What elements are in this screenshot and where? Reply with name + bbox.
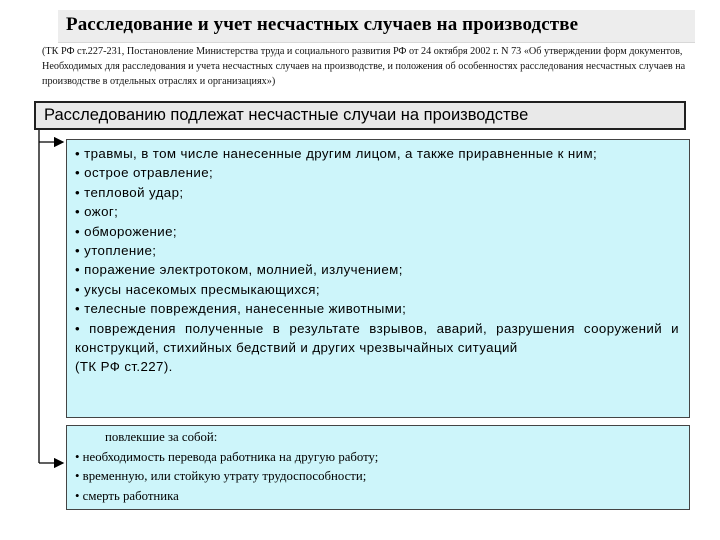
page-title: Расследование и учет несчастных случаев на производстве: [66, 14, 579, 35]
legal-note: (ТК РФ ст.227).: [75, 359, 173, 375]
list-item: • поражение электротоком, молнией, излучением;: [75, 262, 403, 278]
list-item: • временную, или стойкую утрату трудоспособности;: [75, 469, 367, 483]
consequences-box: [66, 425, 690, 510]
accident-types-box: [66, 139, 690, 418]
list-item: • необходимость перевода работника на другую работу;: [75, 449, 379, 464]
header-box-text: Расследованию подлежат несчастные случаи на производстве: [44, 106, 529, 124]
list-item: • телесные повреждения, нанесенные животными;: [75, 301, 407, 317]
consequences-heading: повлекшие за собой:: [105, 430, 218, 444]
list-item: • смерть работника: [75, 488, 179, 503]
legal-reference: (ТК РФ ст.227-231, Постановление Министерства труда и социального развития РФ от 24 октября 2002 г. N 73 «Об утверждении форм документов, Необходимых для расследования и учета несчастных случаев на производстве, и положения об особенностях расследования несчастных случаев на производстве в отдельных отраслях и организациях»): [42, 46, 686, 87]
list-item: • острое отравление;: [75, 165, 214, 181]
list-item: • обморожение;: [75, 223, 177, 239]
list-item: • укусы насекомых пресмыкающихся;: [75, 281, 320, 297]
list-item: • утопление;: [75, 243, 157, 259]
list-item: • тепловой удар;: [75, 184, 184, 200]
list-item: • ожог;: [75, 204, 119, 220]
list-item: • травмы, в том числе нанесенные другим лицом, а также приравненные к ним;: [75, 146, 598, 161]
list-item: • повреждения полученные в результате взрывов, аварий, разрушения сооружений и конструкций, стихийных бедствий и других чрезвычайных ситуаций: [75, 320, 679, 356]
